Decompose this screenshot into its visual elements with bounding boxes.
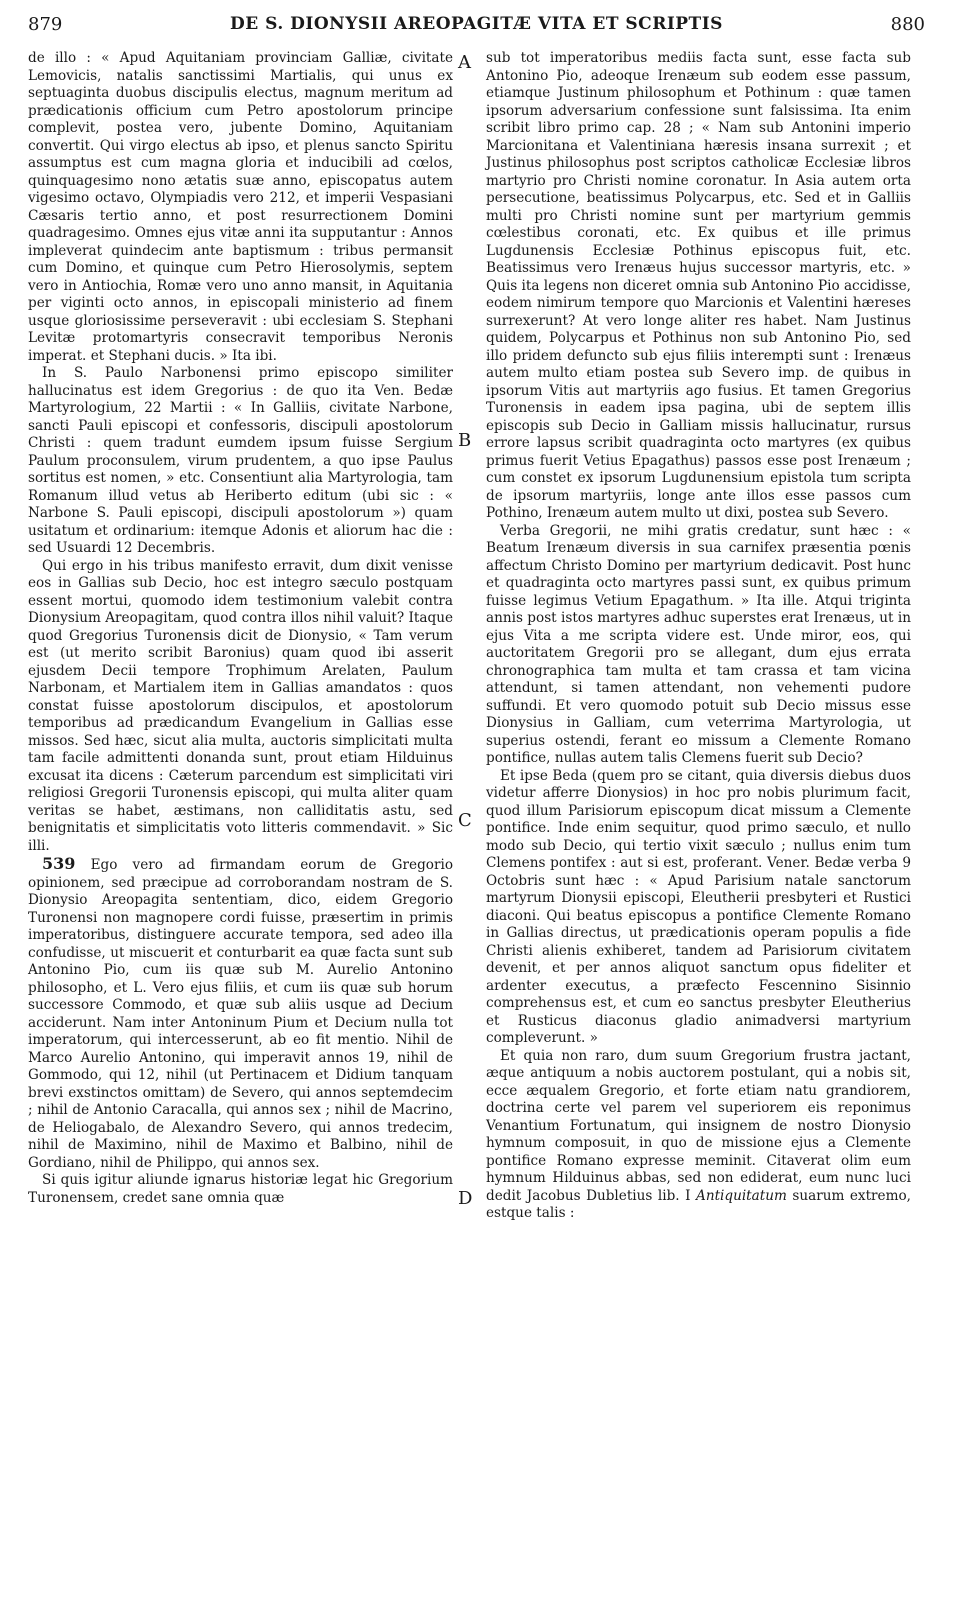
margin-letter-d: D [458,1188,473,1209]
left-column [28,50,453,1207]
page-header [0,0,953,48]
paragraph: sub tot imperatoribus mediis facta sunt, esse facta sub Antonino Pio, adeoque Irenæum sub eodem esse passum, etiamque Justinum philosophum et Pothinum : quæ tamen ipsorum adversarium confessione sunt falsissima. Ita enim scribit libro primo cap. 28 ; « Nam sub Antonini imperio Marcionitana et Valentiniana hæresis insana surrexit ; et Justinus philosophus post scriptos catholicæ Ecclesiæ libros martyrio pro Christi nomine coronatur. In Asia autem orta persecutione, beatissimus Polycarpus, etc. Sed et in Galliis multi pro Christi nomine sunt per martyrium gemmis cœlestibus coronati, etc. Ex quibus et ille primus Lugdunensis Ecclesiæ Pothinus episcopus fuit, etc. Beatissimus vero Irenæus hujus successor martyris, etc. » Quis ita legens non diceret omnia sub Antonino Pio accidisse, eodem nimirum tempore quo Marcionis et Valentini hæreses surrexerunt? At vero longe aliter res habet. Nam Justinus quidem, Polycarpus et Pothinus non sub Antonino Pio, sed illo pridem defuncto sub ejus filiis interempti sunt : Irenæus autem multo etiam postea sub Severo imp. de quibus in ipsorum Vitis aut martyriis ago fusius. Et tamen Gregorius Turonensis in eadem ipsa pagina, ubi de septem illis episcopis sub Decio in Galliam missis hallucinatur, rursus errore lapsus scribit quadraginta octo martyres (ex quibus primus fuerit Vetius Epagathus) passos esse post Irenæum ; cum constet ex ipsorum Lugdunensium epistola tum scripta de ipsorum martyriis, longe ante illos esse passos cum Pothino, Irenæum autem multo ut dixi, postea sub Severo. [486,50,912,521]
paragraph-section-539 [28,855,453,1172]
paragraph-text: Et quia non raro, dum suum Gregorium frustra jactant, æque antiquum a nobis auctorem postulant, qui a nobis sit, ecce æqualem Gregorio, et forte etiam natu grandiorem, doctrina certe vel parem vel superiorem eis reponimus Venantium Fortunatum, qui insignem de nostro Dionysio hymnum composuit, in quo de missione ejus a Clemente pontifice Romano expresse meminit. Citaverat olim eum hymnum Hilduinus abbas, sed non ediderat, eum nunc luci dedit Jacobus Dubletius lib. I [486,1047,911,1204]
paragraph: Si quis igitur aliunde ignarus historiæ legat hic Gregorium Turonensem, credet sane omnia quæ [28,1172,453,1206]
page-number-left: 879 [28,14,63,35]
italic-title: Antiquitatum [696,1187,787,1204]
paragraph: In S. Paulo Narbonensi primo episcopo similiter hallucinatus est idem Gregorius : de quo ita Ven. Bedæ Martyrologium, 22 Martii : « In Galliis, civitate Narbone, sancti Pauli episcopi et confessoris, discipuli apostolorum Christi : quem tradunt eumdem ipsum fuisse Sergium Paulum proconsulem, virum prudentem, a quo ipse Paulus sortitus est nomen, » etc. Consentiunt alia Martyrologia, tam Romanum illud vetus ab Heriberto editum (ubi sic : « Narbone S. Pauli episcopi, discipuli apostolorum ») quam usitatum et ordinarium: itemque Adonis et aliorum hac die : sed Usuardi 12 Decembris. [28,365,453,556]
paragraph [486,1048,911,1223]
margin-letter-c: C [458,810,472,831]
paragraph: Verba Gregorii, ne mihi gratis credatur, sunt hæc : « Beatum Irenæum diversis in sua carnifex præsentia pœnis affectum Christo Domino per martyrium dedicavit. Post hunc et quadraginta octo martyres passi sunt, ex quibus primum fuisse legimus Vetium Epagathum. » Ita ille. Atqui triginta annis post istos martyres adhuc superstes erat Irenæus, ut in ejus Vita a me scripta videre est. Unde miror, eos, qui auctoritatem Gregorii pro se allegant, dum ejus errata chronographica tam multa et tam crassa et tam vicina attendunt, si tamen attendant, non vehementi pudore suffundi. Et vero quomodo potuit sub Decio missus esse Dionysius in Galliam, cum veterrima Martyrologia, ut superius ostendi, ferant eo missum a Clemente Romano pontifice, nullas autem talis Clemens fuerit sub Decio? [486,522,911,766]
running-title: DE S. DIONYSII AREOPAGITÆ VITA ET SCRIPTIS [230,14,723,34]
paragraph: de illo : « Apud Aquitaniam provinciam Galliæ, civitate Lemovicis, natalis sanctissimi Martialis, qui unus ex septuaginta duobus discipulis electus, magnum meritum ad prædicationis officium cum Petro apostolorum principe complevit, postea vero, jubente Domino, Aquitaniam convertit. Qui virgo electus ab ipso, et plenus sancto Spiritu assumptus est cum magna gloria et inducibili ad cœlos, quinquagesimo nono ætatis suæ anno, episcopatus autem vigesimo octavo, Olympiadis vero 212, et imperii Vespasiani Cæsaris tertio anno, et post resurrectionem Domini quadragesimo. Omnes ejus vitæ anni ita supputantur : Annos impleverat quindecim ante baptismum : tribus permansit cum Domino, et quinque cum Petro Hierosolymis, septem vero in Antiochia, Romæ vero uno anno mansit, in Aquitania per viginti octo annos, in episcopali ministerio ad finem usque gloriosissime perseveravit : ubi ecclesiam S. Stephani Levitæ protomartyris consecravit temporibus Neronis imperat. et Stephani ducis. » Ita ibi. [28,50,453,364]
paragraph: Et ipse Beda (quem pro se citant, quia diversis diebus duos videtur afferre Dionysios) in hoc pro nobis plurimum facit, quod illum Parisiorum episcopum dicat missum a Clemente pontifice. Inde enim sequitur, quod primo sæculo, et nullo modo sub Decio, qui tertio vixit sæculo ; nullus enim tum Clemens pontifex : aut si est, proferant. Vener. Bedæ verba 9 Octobris sunt hæc : « Apud Parisium natale sanctorum martyrum Dionysii episcopi, Eleutherii presbyteri et Rustici diaconi. Qui beatus episcopus a pontifice Clemente Romano in Gallias directus, ut prædicationis operam populis a fide Christi alienis exhiberet, tandem ad Parisiorum civitatem devenit, et per annos aliquot sanctum opus fideliter et ardenter executus, a præfecto Fescennino Sisinnio comprehensus est, et cum eo sanctus presbyter Eleutherius et Rusticus diaconus gladio animadversi martyrium compleverunt. » [486,767,911,1046]
page-number-right: 880 [890,14,925,35]
section-number: 539 [42,854,76,873]
paragraph: Qui ergo in his tribus manifesto erravit, dum dixit venisse eos in Gallias sub Decio, hoc est integro sæculo postquam essent mortui, quomodo idem testimonium valebit contra Dionysium Areopagitam, quod contra illos nihil valuit? Itaque quod Gregorius Turonensis dicit de Dionysio, « Tam verum est (ut merito scribit Baronius) quam quod ibi asserit ejusdem Decii tempore Trophimum Arelaten, Paulum Narbonam, et Martialem item in Gallias amandatos : quos constat fuisse apostolorum discipulos, et apostolorum temporibus ad prædicandum Evangelium in Gallias esse missos. Sed hæc, sicut alia multa, auctoris simplicitati multa tam facile admittenti donanda sunt, prout etiam Hilduinus excusat ita dicens : Cæterum parcendum est simplicitati viri religiosi Gregorii Turonensis episcopi, qui multa aliter quam veritas se habet, æstimans, non calliditatis astu, sed benignitatis et simplicitatis voto litteris commendavit. » Sic illi. [28,557,453,854]
paragraph-text-end: suarum extremo, estque talis : [486,1187,911,1221]
margin-letter-b: B [458,430,472,451]
margin-letter-a: A [458,52,471,73]
paragraph-text: Ego vero ad firmandam eorum de Gregorio opinionem, sed præcipue ad corroborandam nostram de S. Dionysio Areopagita sententiam, dico, eidem Gregorio Turonensi non magnopere cordi fuisse, præsertim in primis imperatoribus, distinguere accurate tempora, sed adeo illa confudisse, ut miscuerit et conturbarit ea quæ facta sunt sub Antonino Pio, cum iis quæ sub M. Aurelio Antonino philosopho, et L. Vero ejus filiis, et cum iis quæ sub horum successore Commodo, et quæ sub aliis usque ad Decium acciderunt. Nam inter Antoninum Pium et Decium nulla tot imperatorum, qui intercesserunt, ab eo fit mentio. Nihil de Marco Aurelio Antonino, qui imperavit annos 19, nihil de Gommodo, qui 12, nihil (ut Pertinacem et Didium tanquam brevi exstinctos omittam) de Severo, qui annos septemdecim ; nihil de Antonio Caracalla, qui annos sex ; nihil de Macrino, de Heliogabalo, de Alexandro Severo, qui annos tredecim, nihil de Maximino, nihil de Maximo et Balbino, nihil de Gordiano, nihil de Philippo, qui annos sex. [28,857,453,1171]
right-column [486,50,911,1223]
